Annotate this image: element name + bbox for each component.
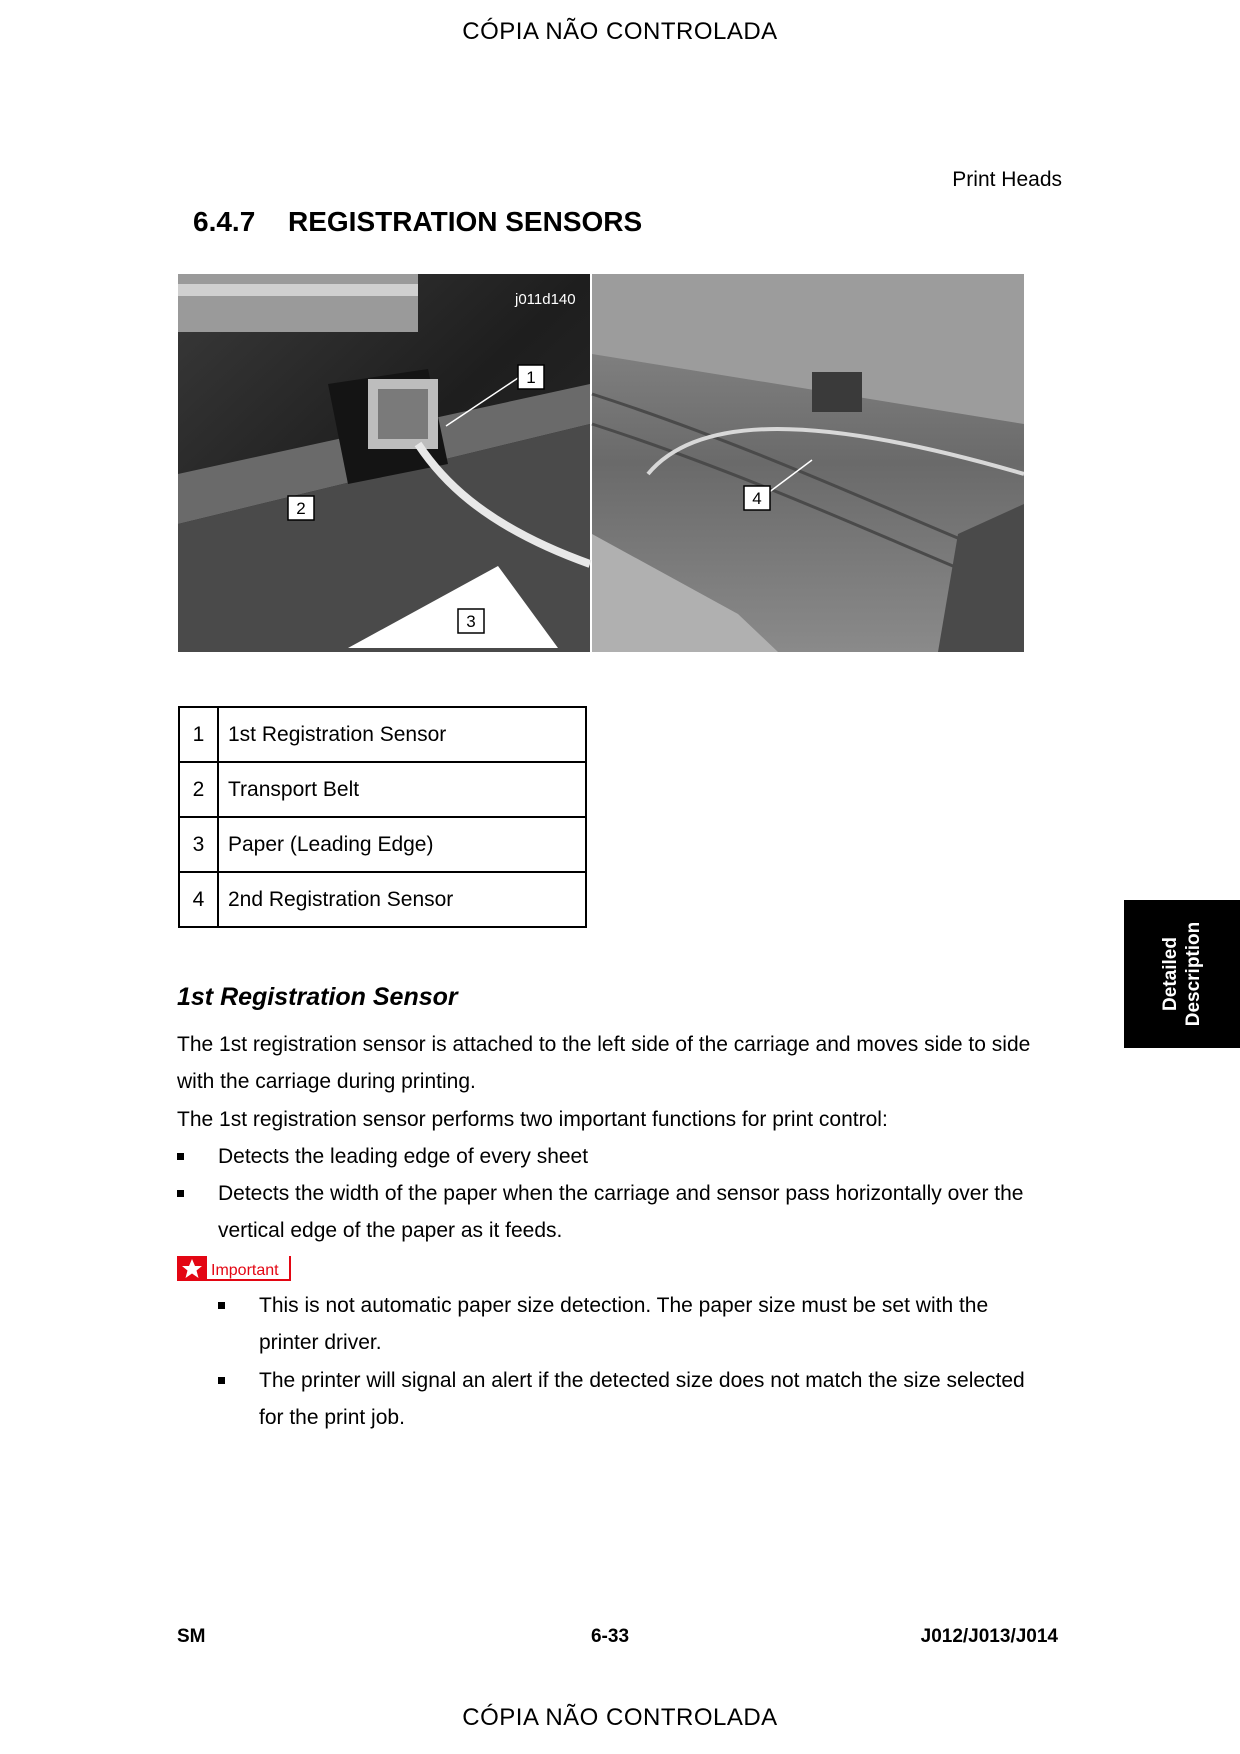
callout-4-label: 4 xyxy=(752,489,762,508)
list-item-line: for the print job. xyxy=(259,1406,405,1429)
list-item xyxy=(177,1175,1067,1249)
table-row xyxy=(179,762,586,817)
legend-table xyxy=(178,706,587,928)
callout-3 xyxy=(458,609,484,633)
photo-second-sensor xyxy=(592,274,1024,652)
running-header: Print Heads xyxy=(952,168,1062,191)
watermark-top: CÓPIA NÃO CONTROLADA xyxy=(462,18,778,45)
list-item-line: The printer will signal an alert if the detected size does not match the size selected xyxy=(259,1369,1025,1392)
footer-right: J012/J013/J014 xyxy=(920,1626,1058,1647)
list-item-line: printer driver. xyxy=(259,1331,382,1354)
paragraph-line: with the carriage during printing. xyxy=(177,1070,476,1093)
list-item xyxy=(218,1362,1068,1436)
important-badge xyxy=(177,1256,291,1281)
legend-text: Paper (Leading Edge) xyxy=(218,817,586,872)
important-label: Important xyxy=(211,1262,279,1279)
legend-number: 4 xyxy=(179,872,218,927)
list-item-line: vertical edge of the paper as it feeds. xyxy=(218,1219,563,1242)
paragraph-attachment xyxy=(177,1026,1067,1100)
section-heading xyxy=(193,206,642,238)
list-item-line: This is not automatic paper size detection. The paper size must be set with the xyxy=(259,1294,989,1317)
legend-text: Transport Belt xyxy=(218,762,586,817)
side-tab-line: Detailed xyxy=(1160,937,1181,1011)
bullet-marker xyxy=(218,1302,225,1309)
legend-text: 2nd Registration Sensor xyxy=(218,872,586,927)
watermark-bottom: CÓPIA NÃO CONTROLADA xyxy=(462,1704,778,1731)
footer-left: SM xyxy=(177,1626,206,1647)
section-title: REGISTRATION SENSORS xyxy=(288,206,643,237)
callout-4 xyxy=(744,486,770,510)
list-item-text xyxy=(218,1175,1067,1249)
callout-3-label: 3 xyxy=(466,612,476,631)
legend-text: 1st Registration Sensor xyxy=(218,707,586,762)
bullet-marker xyxy=(177,1153,184,1160)
callout-2-label: 2 xyxy=(296,499,306,518)
figure-id-label: j011d140 xyxy=(515,291,576,308)
list-item-line: Detects the width of the paper when the carriage and sensor pass horizontally over the xyxy=(218,1182,1024,1205)
bullet-marker xyxy=(177,1190,184,1197)
list-item xyxy=(177,1138,1067,1175)
registration-sensors-figure xyxy=(178,274,1024,652)
list-item-text xyxy=(259,1362,1068,1436)
chapter-side-tab xyxy=(1124,900,1240,1048)
subsection-title: 1st Registration Sensor xyxy=(177,983,458,1011)
page-number: 6-33 xyxy=(590,1626,630,1647)
paragraph-line: The 1st registration sensor is attached to the left side of the carriage and moves side to side xyxy=(177,1033,1031,1056)
legend-number: 1 xyxy=(179,707,218,762)
bullet-marker xyxy=(218,1377,225,1384)
list-item xyxy=(218,1287,1068,1361)
callout-1-label: 1 xyxy=(526,368,536,387)
photo-first-sensor xyxy=(178,274,590,652)
paragraph-functions: The 1st registration sensor performs two important functions for print control: xyxy=(177,1108,888,1131)
list-item-text xyxy=(259,1287,1068,1361)
section-number: 6.4.7 xyxy=(193,206,256,237)
callout-1 xyxy=(518,365,544,389)
callout-2 xyxy=(288,496,314,520)
legend-number: 2 xyxy=(179,762,218,817)
table-row xyxy=(179,872,586,927)
list-item-text: Detects the leading edge of every sheet xyxy=(218,1145,589,1168)
side-tab-label xyxy=(1159,922,1205,1027)
side-tab-line: Description xyxy=(1183,921,1204,1027)
table-row xyxy=(179,707,586,762)
table-row xyxy=(179,817,586,872)
legend-number: 3 xyxy=(179,817,218,872)
